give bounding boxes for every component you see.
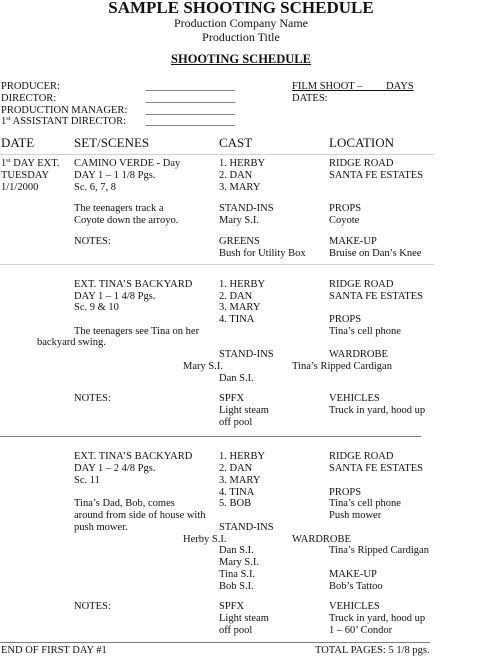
greens-label: GREENS: [219, 236, 260, 247]
footer-end-of-day: END OF FIRST DAY #1: [1, 645, 107, 656]
director-label: DIRECTOR:: [1, 93, 57, 104]
cast-item: 2. DAN: [219, 170, 253, 181]
column-cast: CAST: [219, 135, 253, 150]
producer-label: PRODUCER:: [1, 81, 60, 92]
props-label: PROPS: [329, 314, 362, 325]
column-location: LOCATION: [329, 135, 394, 150]
location-road: RIDGE ROAD: [329, 451, 394, 462]
location-area: SANTA FE ESTATES: [329, 170, 423, 181]
location-area: SANTA FE ESTATES: [329, 291, 423, 302]
scene-description: Tina’s Dad, Bob, comes: [74, 498, 175, 509]
standins-label: STAND-INS: [219, 203, 274, 214]
assistant-director-label: 1st ASSISTANT DIRECTOR:: [1, 115, 127, 127]
dates-label: DATES:: [292, 93, 328, 104]
scene-description: backyard swing.: [37, 337, 106, 348]
block-divider: [0, 264, 434, 265]
column-date: DATE: [1, 135, 35, 150]
cast-item: 3. MARY: [219, 182, 261, 193]
standins-item: Mary S.I.: [219, 215, 259, 226]
set-pages: DAY 1 – 1 4/8 Pgs.: [74, 291, 156, 302]
makeup-label: MAKE-UP: [329, 236, 377, 247]
props-item: Coyote: [329, 215, 360, 226]
footer-total-pages: TOTAL PAGES: 5 1/8 pgs.: [315, 645, 430, 656]
notes-label: NOTES:: [74, 601, 111, 612]
section-title: SHOOTING SCHEDULE: [171, 52, 311, 66]
standins-item: Bob S.I.: [219, 581, 254, 592]
greens-item: Bush for Utility Box: [219, 248, 306, 259]
cast-item: 1. HERBY: [219, 279, 266, 290]
scene-description: Coyote down the arroyo.: [74, 215, 179, 226]
standins-label: STAND-INS: [219, 522, 274, 533]
production-manager-blank: _________________: [146, 105, 236, 116]
set-name: EXT. TINA’S BACKYARD: [74, 451, 193, 462]
cast-item: 4. TINA: [219, 487, 255, 498]
standins-item: Dan S.I.: [219, 373, 254, 384]
standins-label: STAND-INS: [219, 349, 274, 360]
day-weekday: TUESDAY: [1, 170, 50, 181]
standins-item: Mary S.I.: [219, 557, 259, 568]
set-scenes: Sc. 6, 7, 8: [74, 182, 116, 193]
props-item: Tina’s cell phone: [329, 498, 401, 509]
wardrobe-item: Tina’s Ripped Cardigan: [329, 545, 429, 556]
location-road: RIDGE ROAD: [329, 158, 394, 169]
location-area: SANTA FE ESTATES: [329, 463, 423, 474]
vehicles-label: VEHICLES: [329, 393, 380, 404]
notes-label: NOTES:: [74, 236, 111, 247]
standins-item: Herby S.I.: [183, 534, 227, 545]
props-label: PROPS: [329, 487, 362, 498]
spfx-item: off pool: [219, 625, 253, 636]
producer-blank: _________________: [146, 81, 236, 92]
day-date: 1/1/2000: [1, 182, 39, 193]
cast-item: 2. DAN: [219, 291, 253, 302]
film-shoot-days: FILM SHOOT – DAYS: [292, 81, 414, 92]
set-name: EXT. TINA’S BACKYARD: [74, 279, 193, 290]
makeup-item: Bruise on Dan’s Knee: [329, 248, 422, 259]
set-name: CAMINO VERDE - Day: [74, 158, 181, 169]
props-label: PROPS: [329, 203, 362, 214]
cast-item: 5. BOB: [219, 498, 252, 509]
wardrobe-item: Tina’s Ripped Cardigan: [292, 361, 392, 372]
cast-item: 4. TINA: [219, 314, 255, 325]
vehicles-item: Truck in yard, hood up: [329, 613, 426, 624]
scene-description: around from side of house with: [74, 510, 206, 521]
set-scenes: Sc. 9 & 10: [74, 302, 119, 313]
scene-description: push mower.: [74, 522, 128, 533]
header-divider: [0, 154, 434, 155]
company-name: Production Company Name: [174, 16, 308, 30]
wardrobe-label: WARDROBE: [329, 349, 388, 360]
set-pages: DAY 1 – 1 1/8 Pgs.: [74, 170, 156, 181]
standins-item: Dan S.I.: [219, 545, 254, 556]
production-title: Production Title: [202, 30, 280, 44]
spfx-label: SPFX: [219, 601, 245, 612]
set-pages: DAY 1 – 2 4/8 Pgs.: [74, 463, 156, 474]
document-title: SAMPLE SHOOTING SCHEDULE: [108, 0, 374, 17]
spfx-item: Light steam: [219, 613, 269, 624]
spfx-label: SPFX: [219, 393, 245, 404]
vehicles-item: Truck in yard, hood up: [329, 405, 426, 416]
cast-item: 1. HERBY: [219, 451, 266, 462]
makeup-label: MAKE-UP: [329, 569, 377, 580]
spfx-item: Light steam: [219, 405, 269, 416]
props-item: Tina’s cell phone: [329, 326, 401, 337]
cast-item: 3. MARY: [219, 475, 261, 486]
production-manager-label: PRODUCTION MANAGER:: [1, 105, 128, 116]
vehicles-item: 1 – 60’ Condor: [329, 625, 393, 636]
footer-divider: [0, 642, 430, 643]
vehicles-label: VEHICLES: [329, 601, 380, 612]
set-scenes: Sc. 11: [74, 475, 100, 486]
props-item: Push mower: [329, 510, 382, 521]
day-label: 1st DAY EXT.: [1, 157, 60, 169]
location-road: RIDGE ROAD: [329, 279, 394, 290]
cast-item: 2. DAN: [219, 463, 253, 474]
block-divider: [0, 436, 421, 437]
assistant-director-blank: _________________: [146, 116, 236, 127]
cast-item: 1. HERBY: [219, 158, 266, 169]
scene-description: The teenagers see Tina on her: [74, 326, 200, 337]
makeup-item: Bob’s Tattoo: [329, 581, 383, 592]
standins-item: Tina S.I.: [219, 569, 256, 580]
cast-item: 3. MARY: [219, 302, 261, 313]
column-set-scenes: SET/SCENES: [74, 135, 150, 150]
scene-description: The teenagers track a: [74, 203, 164, 214]
wardrobe-label: WARDROBE: [292, 534, 351, 545]
notes-label: NOTES:: [74, 393, 111, 404]
director-blank: _________________: [146, 93, 236, 104]
standins-item: Mary S.I.: [183, 361, 223, 372]
spfx-item: off pool: [219, 417, 253, 428]
